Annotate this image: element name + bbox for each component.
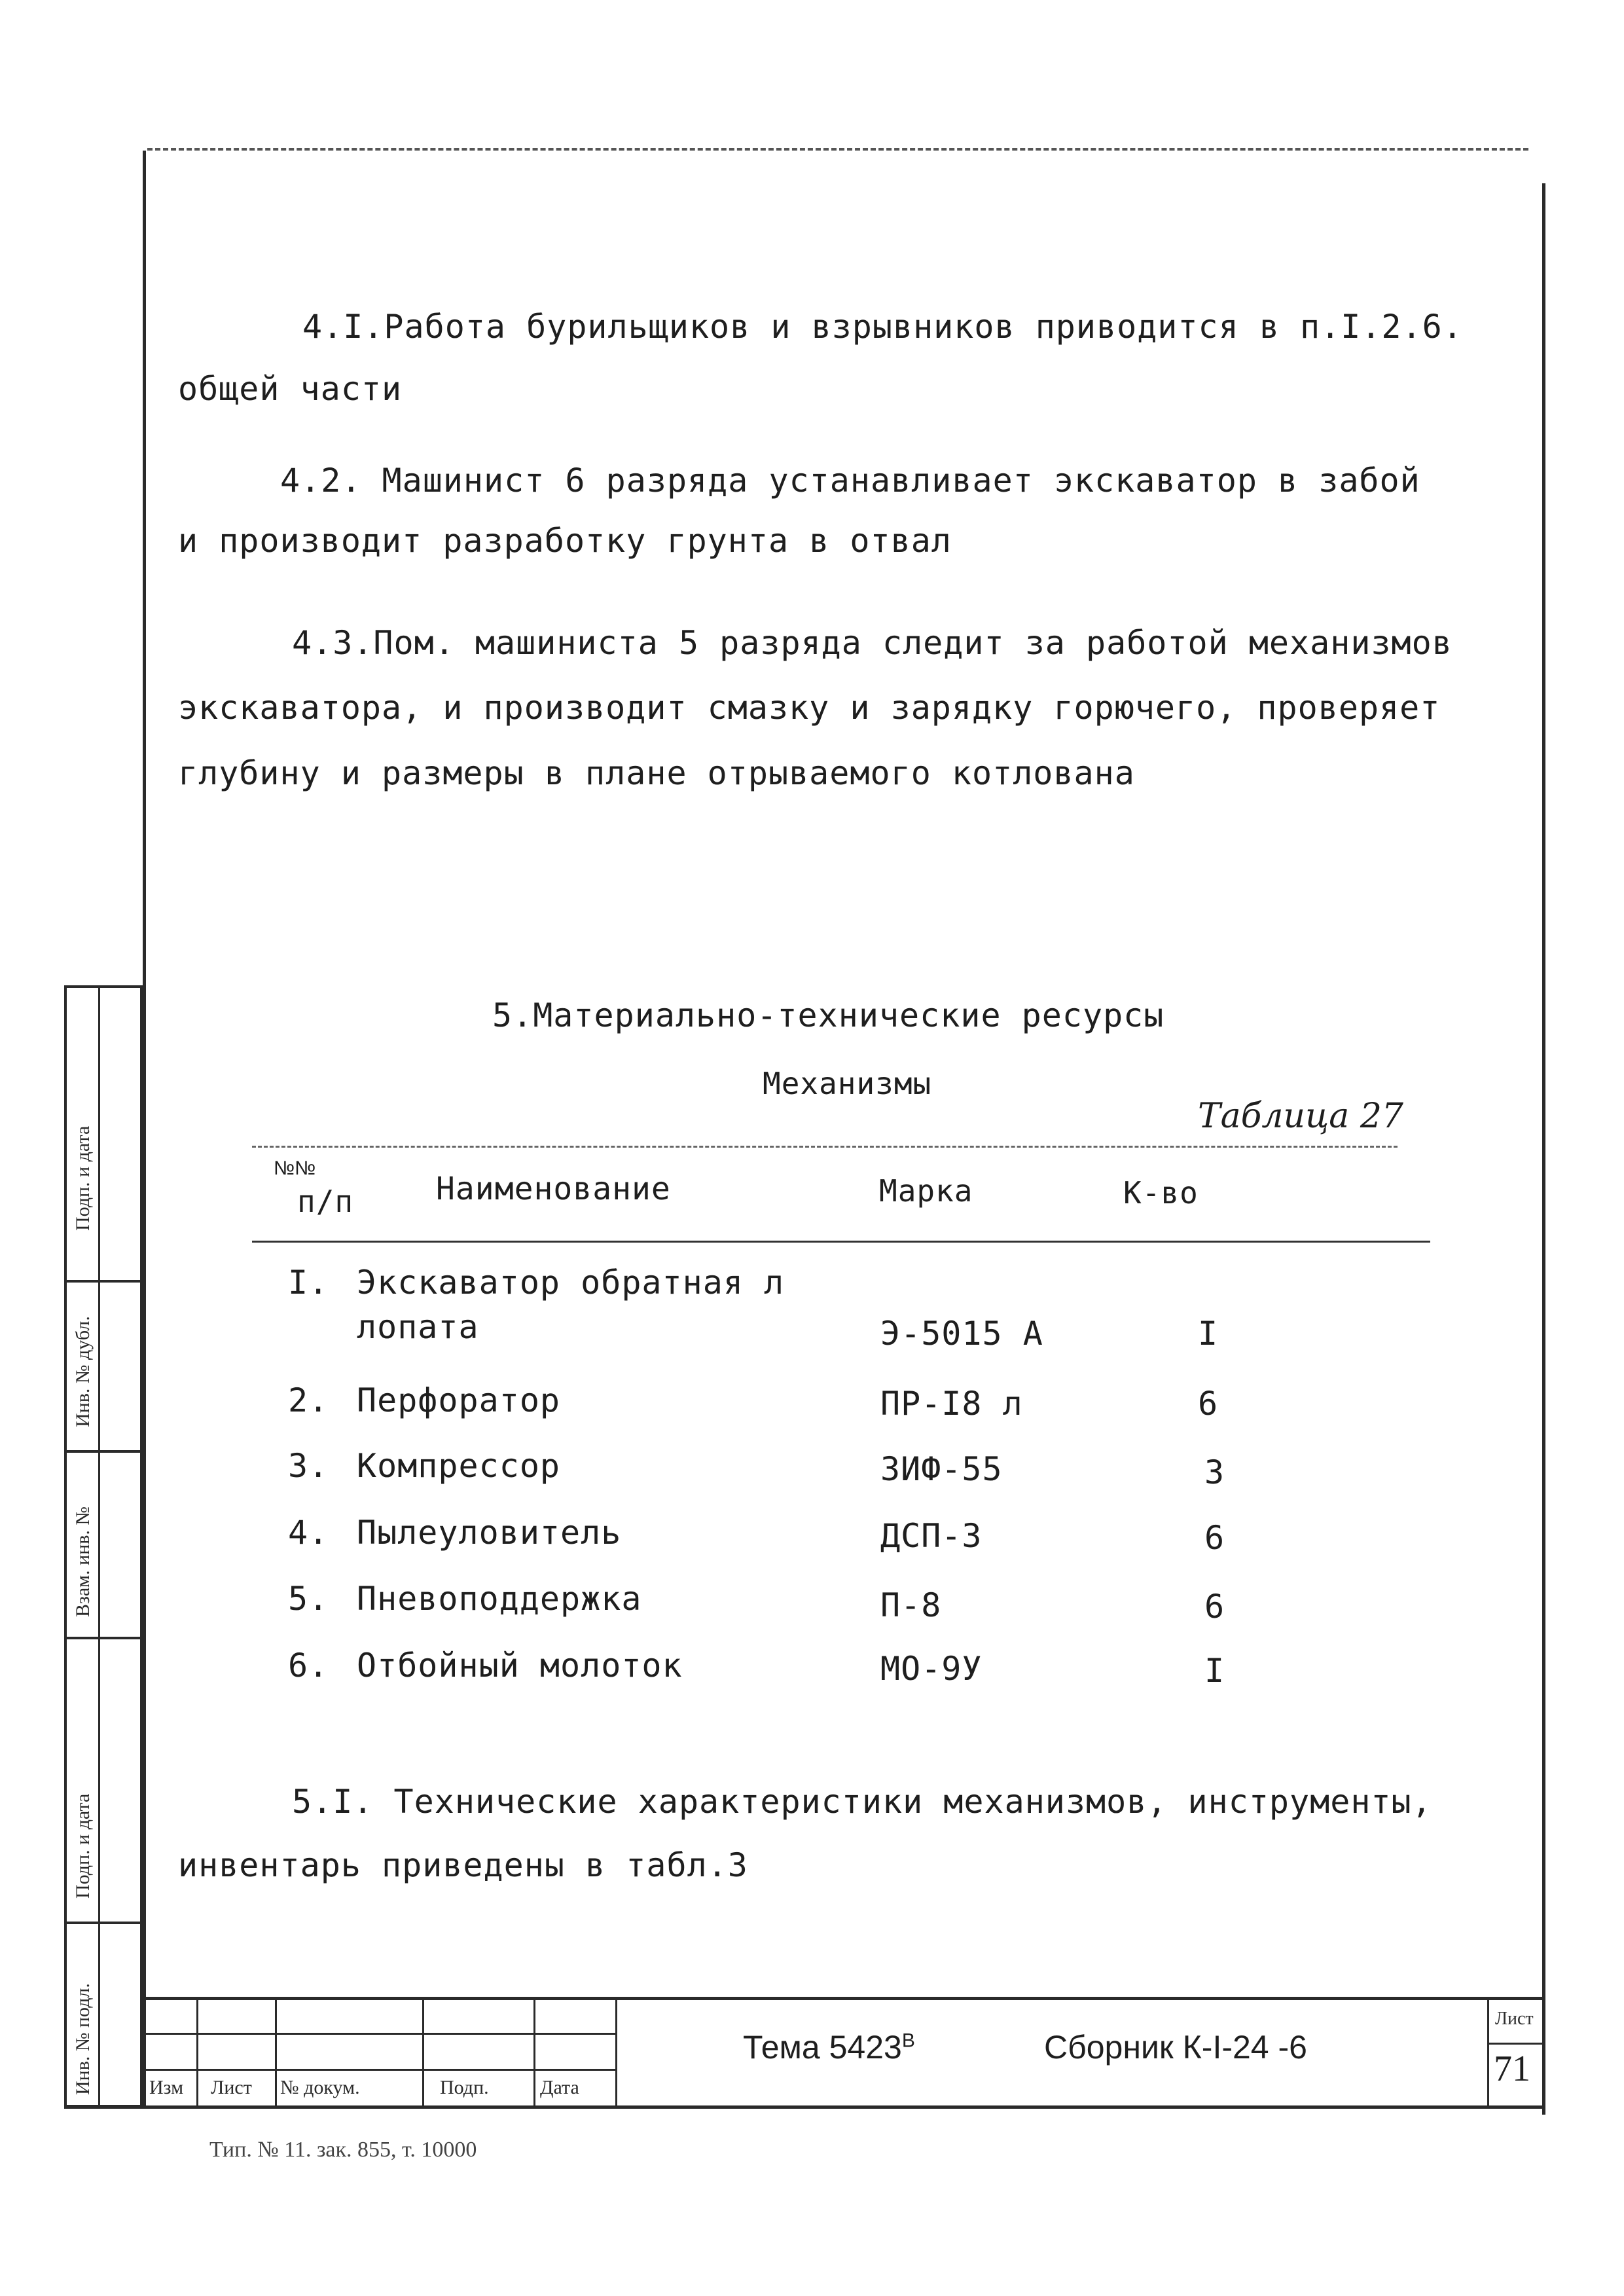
paragraph-4-1-line-2: общей части — [178, 370, 403, 408]
row-number: I. — [288, 1264, 329, 1302]
right-border — [1542, 183, 1545, 2115]
note-line-1: 5.I. Технические характеристики механизмов, инструменты, — [292, 1783, 1432, 1821]
stamp-theme — [743, 2028, 915, 2066]
row-qty: 3 — [1204, 1453, 1225, 1491]
print-info: Тип. № 11. зак. 855, т. 10000 — [209, 2138, 477, 2162]
row-brand: МО-9У — [880, 1650, 983, 1688]
table-header-num-bottom: п/п — [297, 1184, 354, 1219]
row-number: 6. — [288, 1647, 329, 1685]
left-border — [143, 151, 146, 2108]
stamp-sheet-line — [1487, 2043, 1543, 2045]
stamp-col-divider — [533, 1998, 535, 2107]
side-label-signature-date-2: Подп. и дата — [72, 1793, 94, 1899]
table-label: Таблица 27 — [1198, 1097, 1404, 1136]
side-strip-divider — [64, 1280, 143, 1283]
stamp-col-signature: Подп. — [440, 2077, 489, 2098]
stamp-theme-text: Тема 5423 — [743, 2029, 902, 2066]
row-qty: 6 — [1198, 1385, 1219, 1423]
stamp-col-divider — [615, 1998, 617, 2107]
paragraph-4-2-line-1: 4.2. Машинист 6 разряда устанавливает экскаватор в забой — [280, 462, 1420, 500]
table-row — [288, 1381, 1401, 1427]
paragraph-4-3-line-2: экскаватора, и производит смазку и зарядку горючего, проверяет — [178, 689, 1441, 727]
note-line-2: инвентарь приведены в табл.3 — [178, 1846, 748, 1884]
stamp-collection: Сборник К-I-24 -6 — [1044, 2029, 1307, 2066]
side-label-signature-date: Подп. и дата — [72, 1125, 94, 1231]
stamp-row-line — [146, 2069, 617, 2071]
row-name: Пневоподдержка — [357, 1580, 642, 1618]
stamp-row-line — [146, 2033, 617, 2035]
stamp-sheet-number: 71 — [1494, 2049, 1530, 2089]
paragraph-4-3-line-3: глубину и размеры в плане отрываемого котлована — [178, 754, 1135, 792]
table-header-name: Наименование — [436, 1171, 671, 1207]
row-name: Компрессор — [357, 1447, 561, 1485]
row-qty: I — [1198, 1315, 1219, 1353]
row-name: Экскаватор обратная л — [357, 1264, 785, 1302]
row-brand: П-8 — [880, 1586, 942, 1624]
section-title: 5.Материально-технические ресурсы — [492, 996, 1164, 1034]
table-row — [288, 1647, 1401, 1692]
table-top-rule — [252, 1146, 1398, 1148]
table-row — [288, 1514, 1401, 1559]
row-qty: 6 — [1204, 1588, 1225, 1626]
stamp-col-document: № докум. — [280, 2077, 360, 2098]
top-border — [147, 148, 1528, 151]
stamp-sheet-label: Лист — [1495, 2009, 1534, 2029]
table-row — [288, 1447, 1401, 1493]
table-header-num — [274, 1157, 359, 1230]
row-number: 4. — [288, 1514, 329, 1552]
side-label-duplicate-inv: Инв. № дубл. — [72, 1316, 94, 1427]
side-label-original-inv: Инв. № подл. — [72, 1983, 94, 2095]
row-name: Пылеуловитель — [357, 1514, 622, 1552]
stamp-col-change: Изм — [149, 2077, 184, 2098]
table-header-brand: Марка — [879, 1173, 973, 1209]
row-name: Отбойный молоток — [357, 1647, 683, 1685]
row-number: 3. — [288, 1447, 329, 1485]
side-strip-divider — [64, 1922, 143, 1924]
table-header-qty: К-во — [1123, 1175, 1199, 1211]
table-row — [288, 1264, 1401, 1362]
stamp-theme-sup: В — [901, 2030, 915, 2052]
row-number: 2. — [288, 1381, 329, 1419]
table-row — [288, 1580, 1401, 1626]
stamp-col-divider — [275, 1998, 277, 2107]
section-subtitle: Механизмы — [763, 1066, 932, 1101]
stamp-col-date: Дата — [540, 2077, 579, 2098]
stamp-col-divider — [422, 1998, 424, 2107]
row-brand: Э-5015 А — [880, 1315, 1043, 1353]
row-number: 5. — [288, 1580, 329, 1618]
table-header-num-top: №№ — [274, 1157, 316, 1179]
row-qty: I — [1204, 1652, 1225, 1690]
paragraph-4-1-line-1: 4.I.Работа бурильщиков и взрывников приводится в п.I.2.6. — [302, 308, 1463, 346]
side-strip-divider — [64, 1450, 143, 1453]
table-header-rule — [252, 1241, 1430, 1243]
stamp-col-sheet: Лист — [211, 2077, 252, 2098]
row-brand: ДСП-3 — [880, 1517, 983, 1555]
side-strip-inner — [98, 985, 100, 2107]
row-name: Перфоратор — [357, 1381, 561, 1419]
row-brand: ПР-I8 л — [880, 1385, 1023, 1423]
stamp-top-border — [146, 1997, 1542, 2000]
row-qty: 6 — [1204, 1519, 1225, 1557]
stamp-col-divider — [196, 1998, 198, 2107]
side-strip-divider — [64, 1637, 143, 1639]
row-name-continued: лопата — [357, 1308, 479, 1346]
side-label-replace-inv: Взам. инв. № — [72, 1506, 94, 1617]
paragraph-4-3-line-1: 4.3.Пом. машиниста 5 разряда следит за работой механизмов — [292, 624, 1453, 662]
stamp-col-divider — [1487, 1998, 1489, 2107]
bottom-border — [64, 2105, 1545, 2109]
paragraph-4-2-line-2: и производит разработку грунта в отвал — [178, 522, 952, 560]
row-brand: ЗИФ-55 — [880, 1450, 1003, 1488]
